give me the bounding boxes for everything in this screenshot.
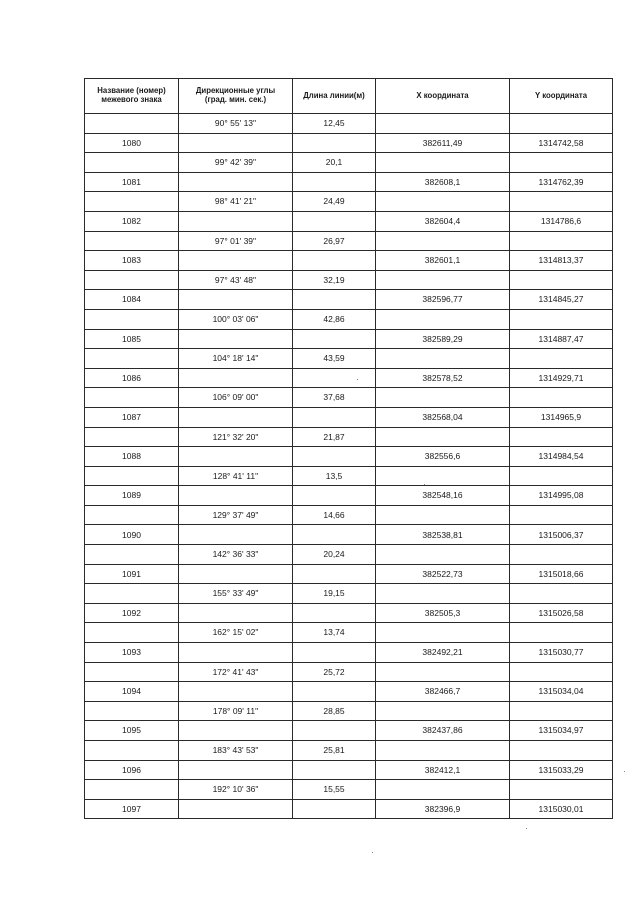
length-cell: 13,74 <box>293 623 376 643</box>
point-row <box>85 133 613 153</box>
y-cell <box>510 741 613 761</box>
length-cell: 20,1 <box>293 153 376 173</box>
y-cell: 1314742,58 <box>510 133 613 153</box>
x-cell: 382466,7 <box>376 682 510 702</box>
x-cell <box>376 231 510 251</box>
length-cell: 43,59 <box>293 349 376 369</box>
x-cell: 382522,73 <box>376 564 510 584</box>
point-cell: 1085 <box>85 329 179 349</box>
y-cell <box>510 701 613 721</box>
segment-row <box>85 584 613 604</box>
point-cell <box>85 741 179 761</box>
length-cell: 37,68 <box>293 388 376 408</box>
length-cell <box>293 251 376 271</box>
x-cell: 382556,6 <box>376 447 510 467</box>
length-cell: 21,87 <box>293 427 376 447</box>
x-cell: 382589,29 <box>376 329 510 349</box>
point-cell <box>85 780 179 800</box>
length-cell: 25,72 <box>293 662 376 682</box>
segment-row <box>85 349 613 369</box>
length-cell <box>293 211 376 231</box>
angle-cell: 183° 43' 53" <box>179 741 293 761</box>
point-cell: 1094 <box>85 682 179 702</box>
x-cell: 382611,49 <box>376 133 510 153</box>
length-cell <box>293 799 376 819</box>
point-cell: 1092 <box>85 603 179 623</box>
scan-speck <box>372 852 373 853</box>
length-cell <box>293 290 376 310</box>
y-cell <box>510 545 613 565</box>
y-cell <box>510 623 613 643</box>
point-cell <box>85 114 179 134</box>
segment-row <box>85 466 613 486</box>
point-row <box>85 603 613 623</box>
angle-cell <box>179 564 293 584</box>
y-cell <box>510 231 613 251</box>
angle-cell <box>179 211 293 231</box>
angle-cell <box>179 643 293 663</box>
x-cell: 382578,52 <box>376 368 510 388</box>
point-cell: 1095 <box>85 721 179 741</box>
length-cell: 19,15 <box>293 584 376 604</box>
point-cell <box>85 309 179 329</box>
point-row <box>85 329 613 349</box>
angle-cell: 162° 15' 02" <box>179 623 293 643</box>
length-cell <box>293 407 376 427</box>
point-cell: 1089 <box>85 486 179 506</box>
x-cell <box>376 309 510 329</box>
angle-cell <box>179 133 293 153</box>
angle-cell <box>179 486 293 506</box>
length-cell <box>293 329 376 349</box>
point-row <box>85 211 613 231</box>
point-cell <box>85 349 179 369</box>
y-cell: 1315018,66 <box>510 564 613 584</box>
point-cell: 1084 <box>85 290 179 310</box>
x-cell <box>376 545 510 565</box>
point-cell: 1091 <box>85 564 179 584</box>
segment-row <box>85 662 613 682</box>
y-cell: 1315034,04 <box>510 682 613 702</box>
x-cell: 382412,1 <box>376 760 510 780</box>
angle-cell: 128° 41' 11" <box>179 466 293 486</box>
x-cell <box>376 623 510 643</box>
x-cell <box>376 701 510 721</box>
table-header-row <box>85 79 613 114</box>
length-cell <box>293 721 376 741</box>
point-row <box>85 447 613 467</box>
segment-row <box>85 153 613 173</box>
y-cell: 1315034,97 <box>510 721 613 741</box>
length-cell <box>293 486 376 506</box>
x-cell: 382596,77 <box>376 290 510 310</box>
point-cell: 1093 <box>85 643 179 663</box>
y-cell <box>510 153 613 173</box>
segment-row <box>85 701 613 721</box>
angle-cell: 121° 32' 20" <box>179 427 293 447</box>
angle-cell: 97° 43' 48" <box>179 270 293 290</box>
point-cell: 1086 <box>85 368 179 388</box>
length-cell: 28,85 <box>293 701 376 721</box>
scan-speck <box>526 828 527 829</box>
point-row <box>85 407 613 427</box>
point-row <box>85 760 613 780</box>
point-row <box>85 799 613 819</box>
y-cell <box>510 192 613 212</box>
length-cell <box>293 760 376 780</box>
x-cell <box>376 153 510 173</box>
point-cell: 1097 <box>85 799 179 819</box>
angle-cell: 106° 09' 00" <box>179 388 293 408</box>
y-cell <box>510 427 613 447</box>
point-row <box>85 564 613 584</box>
length-cell <box>293 643 376 663</box>
point-cell <box>85 662 179 682</box>
y-cell: 1314887,47 <box>510 329 613 349</box>
x-cell <box>376 741 510 761</box>
scan-speck <box>357 379 358 380</box>
y-cell: 1314984,54 <box>510 447 613 467</box>
boundary-points-table <box>84 78 613 819</box>
angle-cell <box>179 721 293 741</box>
x-cell: 382437,86 <box>376 721 510 741</box>
y-cell <box>510 584 613 604</box>
y-cell: 1314995,08 <box>510 486 613 506</box>
angle-cell <box>179 799 293 819</box>
x-cell <box>376 349 510 369</box>
x-cell: 382601,1 <box>376 251 510 271</box>
scan-speck <box>424 484 425 485</box>
length-cell: 13,5 <box>293 466 376 486</box>
point-cell <box>85 584 179 604</box>
point-cell: 1080 <box>85 133 179 153</box>
length-cell: 32,19 <box>293 270 376 290</box>
length-cell: 25,81 <box>293 741 376 761</box>
x-cell <box>376 427 510 447</box>
angle-cell <box>179 603 293 623</box>
x-cell <box>376 388 510 408</box>
segment-row <box>85 623 613 643</box>
y-cell <box>510 505 613 525</box>
x-cell <box>376 270 510 290</box>
y-cell: 1315026,58 <box>510 603 613 623</box>
point-cell: 1096 <box>85 760 179 780</box>
x-cell: 382492,21 <box>376 643 510 663</box>
point-cell <box>85 545 179 565</box>
length-cell: 26,97 <box>293 231 376 251</box>
length-cell: 42,86 <box>293 309 376 329</box>
y-cell: 1315030,77 <box>510 643 613 663</box>
y-cell: 1314762,39 <box>510 172 613 192</box>
angle-cell: 99° 42' 39" <box>179 153 293 173</box>
x-cell: 382608,1 <box>376 172 510 192</box>
point-row <box>85 682 613 702</box>
point-row <box>85 525 613 545</box>
y-cell <box>510 466 613 486</box>
angle-cell: 90° 55' 13" <box>179 114 293 134</box>
segment-row <box>85 545 613 565</box>
angle-cell <box>179 290 293 310</box>
y-cell: 1314786,6 <box>510 211 613 231</box>
length-cell <box>293 564 376 584</box>
length-cell <box>293 682 376 702</box>
y-cell <box>510 114 613 134</box>
point-row <box>85 721 613 741</box>
length-cell: 15,55 <box>293 780 376 800</box>
segment-row <box>85 427 613 447</box>
angle-cell <box>179 682 293 702</box>
y-cell <box>510 388 613 408</box>
y-cell: 1314929,71 <box>510 368 613 388</box>
point-row <box>85 643 613 663</box>
length-cell: 24,49 <box>293 192 376 212</box>
x-cell: 382538,81 <box>376 525 510 545</box>
point-cell <box>85 388 179 408</box>
y-cell: 1315006,37 <box>510 525 613 545</box>
angle-cell <box>179 447 293 467</box>
point-cell <box>85 192 179 212</box>
angle-cell <box>179 329 293 349</box>
point-cell: 1083 <box>85 251 179 271</box>
point-row <box>85 251 613 271</box>
point-cell: 1090 <box>85 525 179 545</box>
length-cell: 20,24 <box>293 545 376 565</box>
point-cell <box>85 427 179 447</box>
y-cell: 1314845,27 <box>510 290 613 310</box>
angle-cell: 142° 36' 33" <box>179 545 293 565</box>
x-cell: 382396,9 <box>376 799 510 819</box>
angle-cell <box>179 172 293 192</box>
point-cell <box>85 701 179 721</box>
segment-row <box>85 270 613 290</box>
y-cell: 1315033,29 <box>510 760 613 780</box>
y-cell <box>510 662 613 682</box>
x-cell <box>376 192 510 212</box>
length-cell <box>293 368 376 388</box>
angle-cell: 192° 10' 36" <box>179 780 293 800</box>
length-cell <box>293 133 376 153</box>
angle-cell <box>179 525 293 545</box>
length-cell: 14,66 <box>293 505 376 525</box>
point-row <box>85 290 613 310</box>
angle-cell <box>179 368 293 388</box>
length-cell: 12,45 <box>293 114 376 134</box>
segment-row <box>85 114 613 134</box>
header-point-name: Название (номер) межевого знака <box>85 79 179 114</box>
angle-cell <box>179 760 293 780</box>
segment-row <box>85 231 613 251</box>
header-y-coordinate: Y координата <box>510 79 613 114</box>
y-cell <box>510 780 613 800</box>
angle-cell: 129° 37' 49" <box>179 505 293 525</box>
x-cell <box>376 466 510 486</box>
header-direction-angle: Дирекционные углы (град. мин. сек.) <box>179 79 293 114</box>
length-cell <box>293 525 376 545</box>
y-cell: 1315030,01 <box>510 799 613 819</box>
length-cell <box>293 447 376 467</box>
length-cell <box>293 172 376 192</box>
x-cell <box>376 114 510 134</box>
point-cell <box>85 466 179 486</box>
x-cell <box>376 584 510 604</box>
segment-row <box>85 780 613 800</box>
y-cell <box>510 270 613 290</box>
x-cell: 382568,04 <box>376 407 510 427</box>
point-cell <box>85 623 179 643</box>
header-line-length: Длина линии(м) <box>293 79 376 114</box>
x-cell <box>376 662 510 682</box>
point-cell <box>85 153 179 173</box>
x-cell: 382548,16 <box>376 486 510 506</box>
angle-cell: 100° 03' 06" <box>179 309 293 329</box>
angle-cell <box>179 407 293 427</box>
angle-cell: 97° 01' 39" <box>179 231 293 251</box>
header-x-coordinate: X координата <box>376 79 510 114</box>
y-cell: 1314965,9 <box>510 407 613 427</box>
point-row <box>85 486 613 506</box>
point-cell: 1088 <box>85 447 179 467</box>
segment-row <box>85 388 613 408</box>
angle-cell: 98° 41' 21" <box>179 192 293 212</box>
point-row <box>85 368 613 388</box>
point-cell: 1082 <box>85 211 179 231</box>
point-cell: 1081 <box>85 172 179 192</box>
angle-cell <box>179 251 293 271</box>
angle-cell: 178° 09' 11" <box>179 701 293 721</box>
segment-row <box>85 505 613 525</box>
segment-row <box>85 192 613 212</box>
y-cell <box>510 309 613 329</box>
point-row <box>85 172 613 192</box>
angle-cell: 104° 18' 14" <box>179 349 293 369</box>
point-cell <box>85 231 179 251</box>
segment-row <box>85 741 613 761</box>
point-cell: 1087 <box>85 407 179 427</box>
x-cell <box>376 505 510 525</box>
x-cell: 382604,4 <box>376 211 510 231</box>
point-cell <box>85 505 179 525</box>
point-cell <box>85 270 179 290</box>
length-cell <box>293 603 376 623</box>
x-cell: 382505,3 <box>376 603 510 623</box>
y-cell: 1314813,37 <box>510 251 613 271</box>
angle-cell: 172° 41' 43" <box>179 662 293 682</box>
segment-row <box>85 309 613 329</box>
scan-speck <box>624 771 625 772</box>
x-cell <box>376 780 510 800</box>
angle-cell: 155° 33' 49" <box>179 584 293 604</box>
y-cell <box>510 349 613 369</box>
